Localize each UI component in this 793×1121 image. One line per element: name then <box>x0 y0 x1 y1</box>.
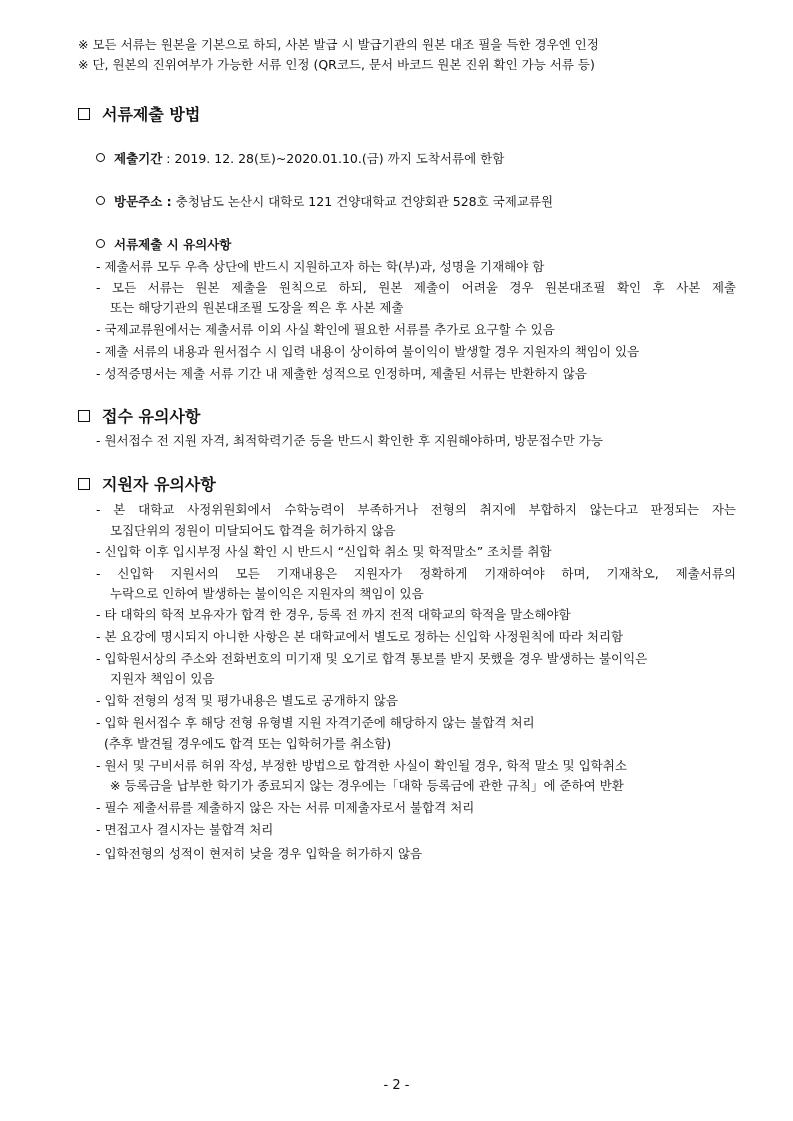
circle-bullet-icon <box>96 239 105 248</box>
note-original-documents: ※ 모든 서류는 원본을 기본으로 하되, 사본 발급 시 발급기관의 원본 대조 필을 득한 경우엔 인정 <box>78 37 599 52</box>
applicant-item: - 입학전형의 성적이 현저히 낮을 경우 입학을 허가하지 않음 <box>96 846 423 861</box>
section-title: 지원자 유의사항 <box>102 475 216 494</box>
applicant-item: - 입학원서상의 주소와 전화번호의 미기재 및 오기로 합격 통보를 받지 못했을 경우 발생하는 불이익은 <box>96 651 648 666</box>
applicant-item: - 신입학 이후 입시부정 사실 확인 시 반드시 “신입학 취소 및 학적말소” 조치를 취함 <box>96 544 552 559</box>
caution-item-continued: 또는 해당기관의 원본대조필 도장을 찍은 후 사본 제출 <box>110 300 404 315</box>
caution-item: - 모든 서류는 원본 제출을 원칙으로 하되, 원본 제출이 어려울 경우 원본대조필 확인 후 사본 제출 <box>96 280 736 295</box>
section-applicant-cautions-heading <box>78 474 216 496</box>
applicant-item: - 타 대학의 학적 보유자가 합격 한 경우, 등록 전 까지 전적 대학교의 학적을 말소해야함 <box>96 607 571 622</box>
applicant-item: - 신입학 지원서의 모든 기재내용은 지원자가 정확하게 기재하여야 하며, 기재착오, 제출서류의 <box>96 566 736 581</box>
visit-address <box>96 193 553 211</box>
applicant-item-continued: 지원자 책임이 있음 <box>110 671 215 686</box>
section-reception-cautions-heading <box>78 406 200 428</box>
applicant-item: - 입학 원서접수 후 해당 전형 유형별 지원 자격기준에 해당하지 않는 불합격 처리 <box>96 715 535 730</box>
circle-bullet-icon <box>96 196 105 205</box>
applicant-item-continued: (추후 발견될 경우에도 합격 또는 입학허가를 취소함) <box>104 736 392 751</box>
submission-cautions-heading <box>96 236 231 254</box>
caution-item: - 국제교류원에서는 제출서류 이외 사실 확인에 필요한 서류를 추가로 요구할 수 있음 <box>96 322 555 337</box>
applicant-item: - 본 대학교 사정위원회에서 수학능력이 부족하거나 전형의 취지에 부합하지 않는다고 판정되는 자는 <box>96 502 736 517</box>
checkbox-square-icon <box>78 478 90 490</box>
caution-item: - 제출서류 모두 우측 상단에 반드시 지원하고자 하는 학(부)과, 성명을 기재해야 함 <box>96 259 545 274</box>
applicant-item: - 입학 전형의 성적 및 평가내용은 별도로 공개하지 않음 <box>96 693 398 708</box>
applicant-item-note: ※ 등록금을 납부한 학기가 종료되지 않는 경우에는「대학 등록금에 관한 규칙」에 준하여 반환 <box>110 778 624 793</box>
note-authenticity: ※ 단, 원본의 진위여부가 가능한 서류 인정 (QR코드, 문서 바코드 원본 진위 확인 가능 서류 등) <box>78 57 595 72</box>
applicant-item: - 필수 제출서류를 제출하지 않은 자는 서류 미제출자로서 불합격 처리 <box>96 800 475 815</box>
page-number: - 2 - <box>383 1078 410 1093</box>
section-submission-method-heading <box>78 104 200 126</box>
address-label: 방문주소 : <box>114 194 172 209</box>
applicant-item-continued: 누락으로 인하여 발생하는 불이익은 지원자의 책임이 있음 <box>110 586 424 601</box>
cautions-title: 서류제출 시 유의사항 <box>114 237 232 252</box>
address-value: 충청남도 논산시 대학로 121 건양대학교 건양회관 528호 국제교류원 <box>175 194 554 209</box>
period-value: : 2019. 12. 28(토)~2020.01.10.(금) 까지 도착서류에 한함 <box>166 151 505 166</box>
caution-item: - 성적증명서는 제출 서류 기간 내 제출한 성적으로 인정하며, 제출된 서류는 반환하지 않음 <box>96 366 587 381</box>
checkbox-square-icon <box>78 108 90 120</box>
caution-item: - 제출 서류의 내용과 원서접수 시 입력 내용이 상이하여 불이익이 발생할 경우 지원자의 책임이 있음 <box>96 344 640 359</box>
applicant-item: - 원서 및 구비서류 허위 작성, 부정한 방법으로 합격한 사실이 확인될 경우, 학적 말소 및 입학취소 <box>96 758 627 773</box>
circle-bullet-icon <box>96 153 105 162</box>
applicant-item: - 면접고사 결시자는 불합격 처리 <box>96 822 274 837</box>
checkbox-square-icon <box>78 410 90 422</box>
applicant-item-continued: 모집단위의 정원이 미달되어도 합격을 허가하지 않음 <box>110 523 396 538</box>
applicant-item: - 본 요강에 명시되지 아니한 사항은 본 대학교에서 별도로 정하는 신입학 사정원칙에 따라 처리함 <box>96 629 624 644</box>
section-title: 서류제출 방법 <box>102 105 201 124</box>
section-title: 접수 유의사항 <box>102 407 201 426</box>
submission-period <box>96 150 504 168</box>
period-label: 제출기간 <box>114 151 163 166</box>
reception-item: - 원서접수 전 지원 자격, 최적학력기준 등을 반드시 확인한 후 지원해야하며, 방문접수만 가능 <box>96 433 603 448</box>
